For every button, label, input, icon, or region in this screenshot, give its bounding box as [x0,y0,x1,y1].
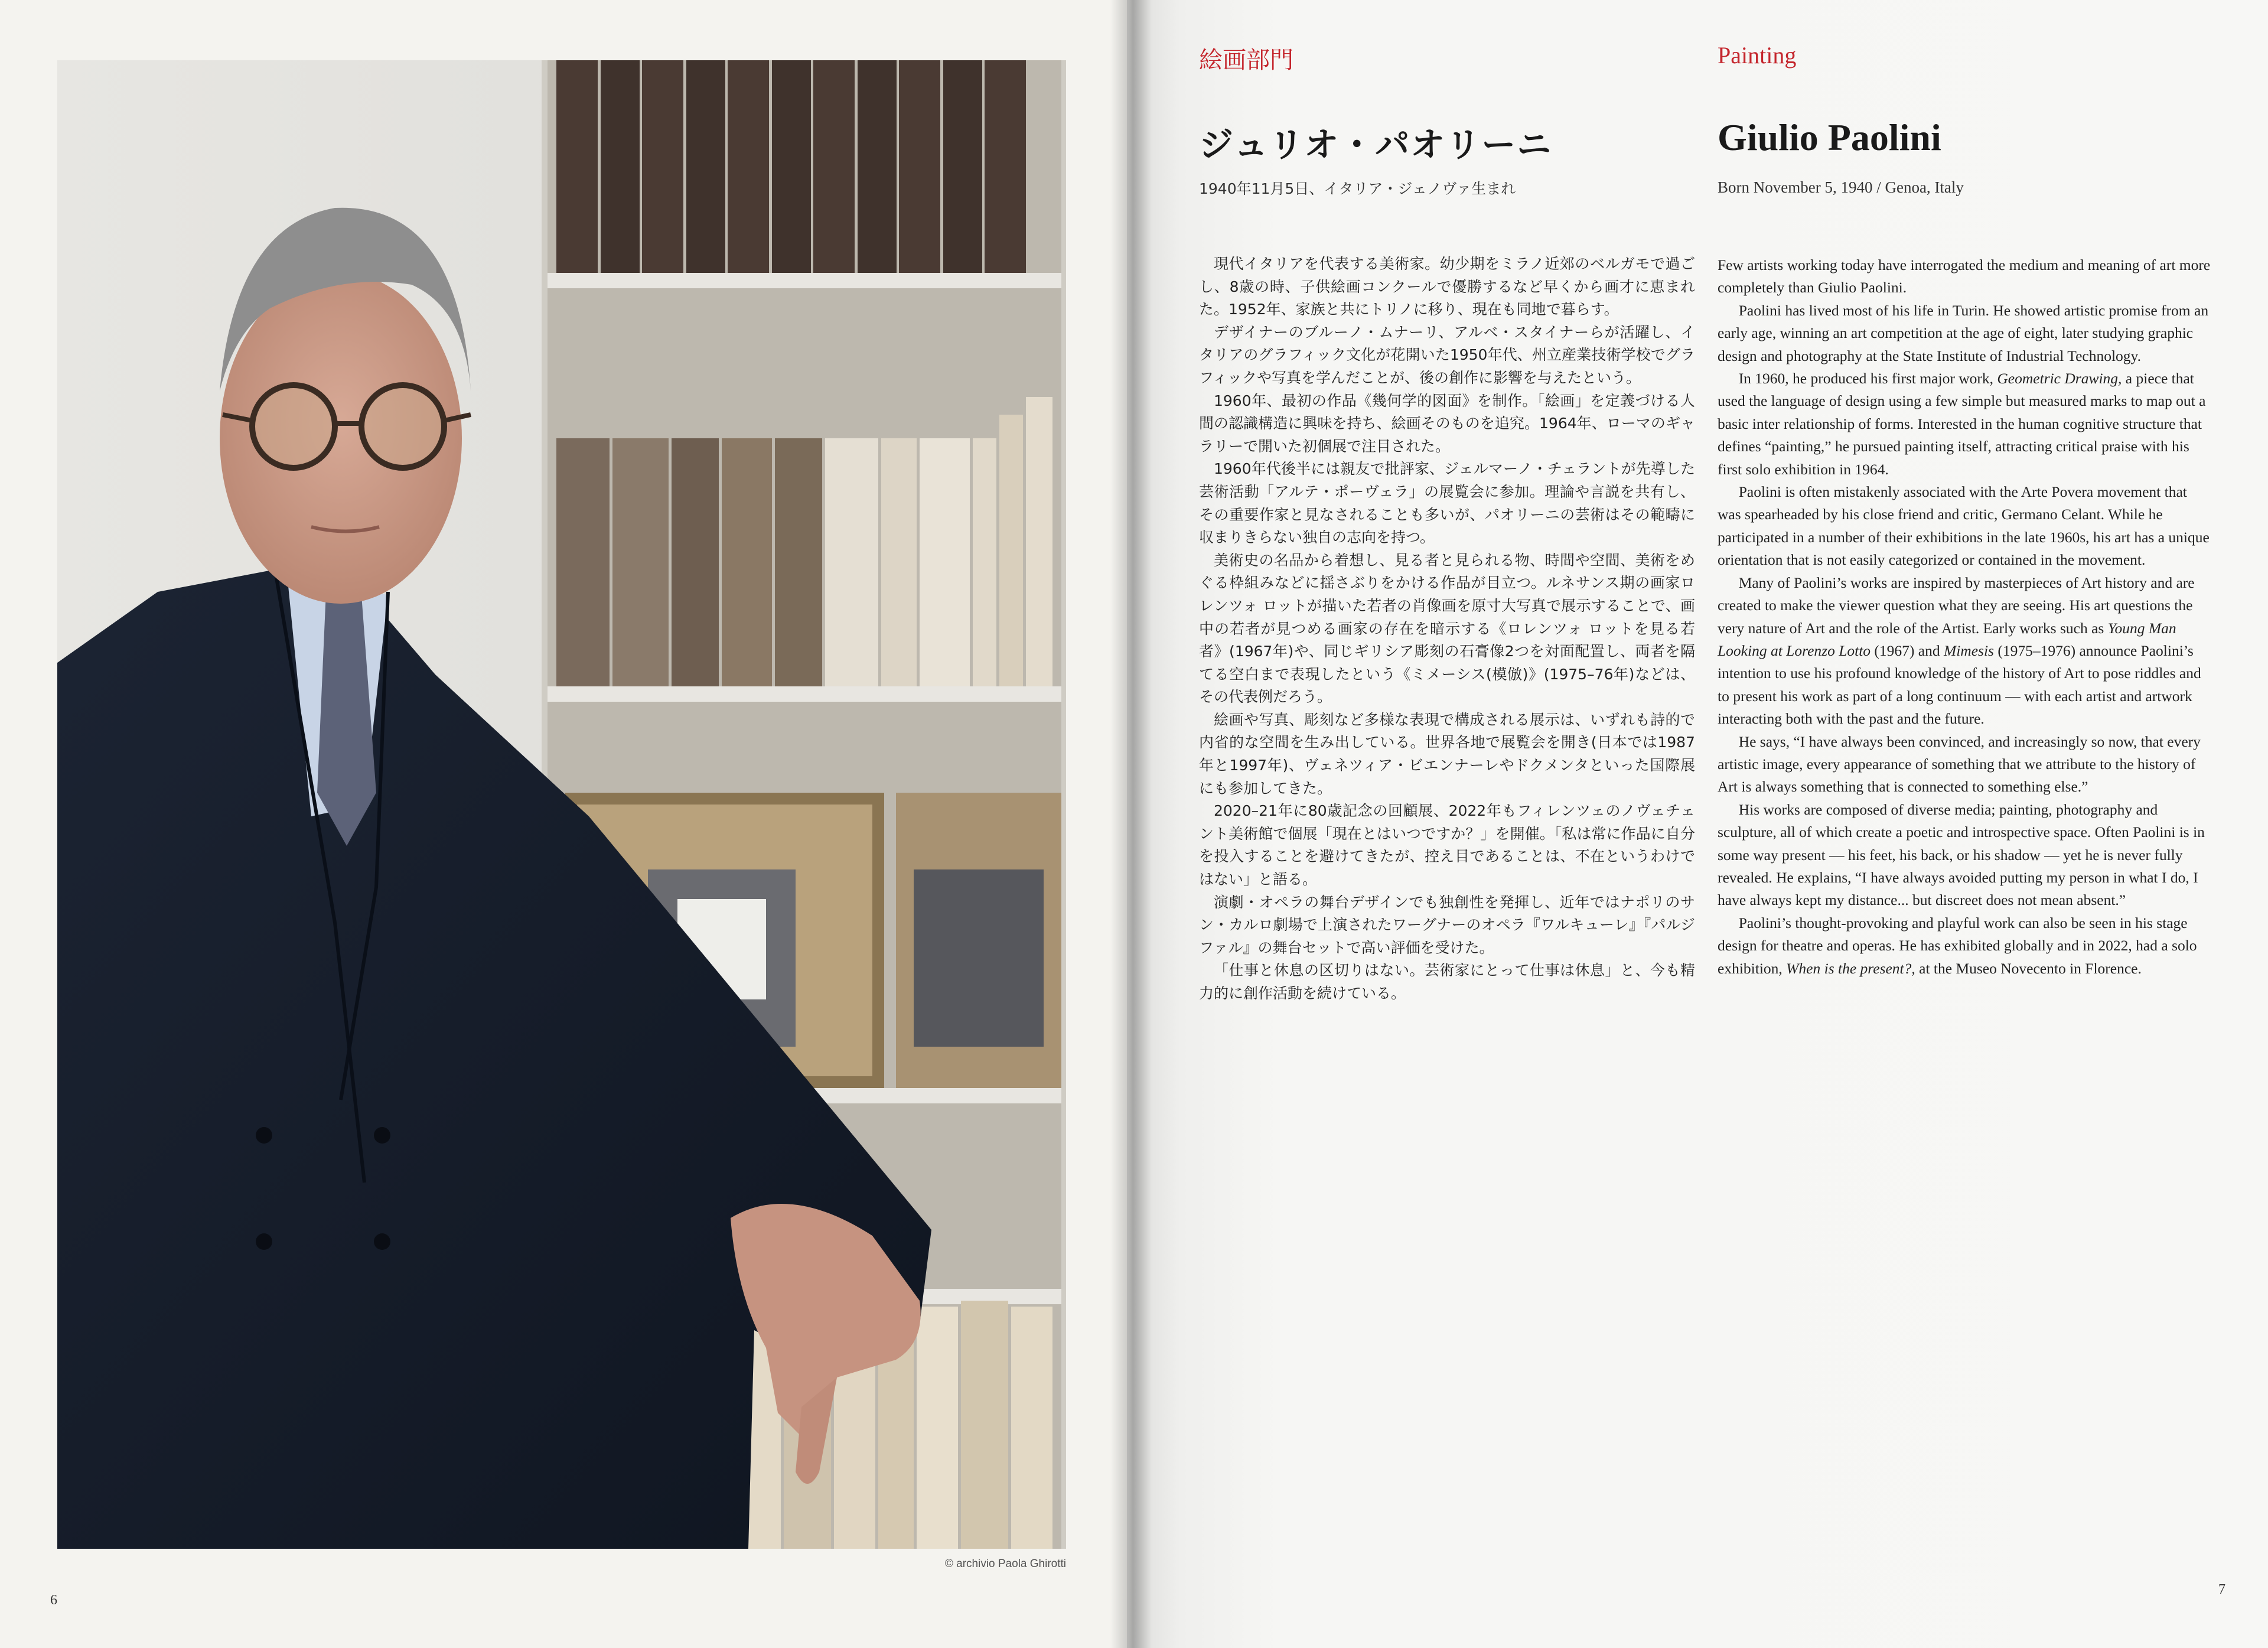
bio-en-paragraph: In 1960, he produced his first major work, Geometric Drawing, a piece that used the language of design using a few simple but measured marks to map out a basic inter relationship of forms. Interested in the human cognitive structure that defines “painting,” he pursued painting itself, attracting critical praise with his first solo exhibition in 1964. [1718,370,2206,478]
bio-ja-paragraph: デザイナーのブルーノ・ムナーリ、アルベ・スタイナーらが活躍し、イタリアのグラフィック文化が花開いた1950年代、州立産業技術学校でグラフィックや写真を学んだことが、後の創作に影響を与えたという。 [1199,323,1695,386]
bio-en-paragraph: Paolini is often mistakenly associated with the Arte Povera movement that was spearheaded by his close friend and critic, Germano Celant. While he participated in a number of their exhibitions in the late 1960s, his art has a unique orientation that is not easily categorized or contained in the movement. [1718,483,2210,569]
bio-ja-paragraph: 美術史の名品から着想し、見る者と見られる物、時間や空間、美術をめぐる枠組みなどに揺さぶりをかける作品が目立つ。ルネサンス期の画家ロレンツォ ロットが描いた若者の肖像画を原寸大写真で展示することで、画中の若者が見つめる画家の存在を暗示する《ロレンツォ ロットを見る若者》(1967年)や、同じギリシア彫刻の石膏像2つを対面配置し、両者を隔てる空白まで表現したという《ミメーシス(模倣)》(1975–76年)などは、その代表例だろう。 [1199,551,1695,706]
artist-name-en: Giulio Paolini [1718,116,1941,158]
bio-ja-paragraph: 演劇・オペラの舞台デザインでも独創性を発揮し、近年ではナポリのサン・カルロ劇場で上演されたワーグナーのオペラ『ワルキューレ』『パルジファル』の舞台セットで高い評価を受けた。 [1199,893,1695,956]
bio-en-paragraph: Many of Paolini’s works are inspired by masterpieces of Art history and are created to make the viewer question what they are seeing. His art questions the very nature of Art and the role of the Artist. Early works such as Young Man Looking at Lorenzo Lotto (1967) and Mimesis (1975–1976) announce Paolini’s intention to use his profound knowledge of the history of Art to pose riddles and to present his work as part of a long continuum — with each artist and artwork interacting both with the past and the future. [1718,574,2201,728]
biography-en [1718,254,2214,980]
birth-info-ja: 1940年11月5日、イタリア・ジェノヴァ生まれ [1199,180,1516,197]
bio-en-paragraph: He says, “I have always been convinced, and increasingly so now, that every artistic image, every appearance of something that we attribute to the history of Art is always something that is connected to something else.” [1718,732,2201,796]
section-label-en: Painting [1718,42,1797,69]
work-title: Young Man Looking at Lorenzo Lotto [1718,619,2176,659]
photo-credit: © archivio Paola Ghirotti [944,1558,1066,1570]
biography-ja [1199,253,1695,1005]
work-title: When is the present?, [1786,959,1915,977]
page-number-right: 7 [2218,1582,2225,1597]
bio-ja-paragraph: 1960年、最初の作品《幾何学的図面》を制作。「絵画」を定義づける人間の認識構造に興味を持ち、絵画そのものを追究。1964年、ローマのギャラリーで開いた初個展で注目された。 [1199,392,1695,455]
portrait-photo [57,60,1066,1549]
artist-name-ja: ジュリオ・パオリーニ [1199,125,1553,165]
bio-en-paragraph: Paolini’s thought-provoking and playful work can also be seen in his stage design for theatre and operas. He has exhibited globally and in 2022, had a solo exhibition, When is the present?, at the Museo Novecento in Florence. [1718,914,2197,977]
work-title: Geometric Drawing, [1997,370,2122,387]
gutter-shadow [1110,0,1152,1648]
bio-ja-paragraph: 1960年代後半には親友で批評家、ジェルマーノ・チェラントが先導した芸術活動「アルテ・ポーヴェラ」の展覧会に参加。理論や言説を共有し、その重要作家と見なされることも多いが、パオリーニの芸術はその範疇に収まりきらない独自の志向を持つ。 [1199,460,1695,546]
bio-en-paragraph: His works are composed of diverse media; painting, photography and sculpture, all of which create a poetic and introspective space. Often Paolini is in some way present — his feet, his back, or his shadow — yet he is never fully revealed. He explains, “I have always avoided putting my person in what I do, I have always kept my distance... but discreet does not mean absent.” [1718,800,2205,909]
bio-en-paragraph: Few artists working today have interrogated the medium and meaning of art more completely than Giulio Paolini. [1718,256,2211,297]
bio-en-paragraph: Paolini has lived most of his life in Turin. He showed artistic promise from an early age, winning an art competition at the age of eight, later studying graphic design and photography at the State Institute of Industrial Technology. [1718,301,2209,364]
left-page [0,0,1127,1648]
page-number-left: 6 [50,1592,57,1608]
bio-ja-paragraph: 「仕事と休息の区切りはない。芸術家にとって仕事は休息」と、今も精力的に創作活動を続けている。 [1199,962,1695,1002]
work-title: Mimesis [1943,641,1994,659]
bio-ja-paragraph: 2020–21年に80歳記念の回顧展、2022年もフィレンツェのノヴェチェント美術館で個展「現在とはいつですか？」を開催。「私は常に作品に自分を投入することを避けてきたが、控え目であることは、不在というわけではない」と語る。 [1199,802,1695,888]
bio-ja-paragraph: 現代イタリアを代表する美術家。幼少期をミラノ近郊のベルガモで過ごし、8歳の時、子供絵画コンクールで優勝するなど早くから画才に恵まれた。1952年、家族と共にトリノに移り、現在も同地で暮らす。 [1199,255,1695,318]
section-label-ja: 絵画部門 [1199,47,1293,73]
birth-info-en: Born November 5, 1940 / Genoa, Italy [1718,178,1964,196]
bio-ja-paragraph: 絵画や写真、彫刻など多様な表現で構成される展示は、いずれも詩的で内省的な空間を生み出している。世界各地で展覧会を開き(日本では1987年と1997年)、ヴェネツィア・ビエンナーレやドクメンタといった国際展にも参加してきた。 [1199,711,1695,797]
